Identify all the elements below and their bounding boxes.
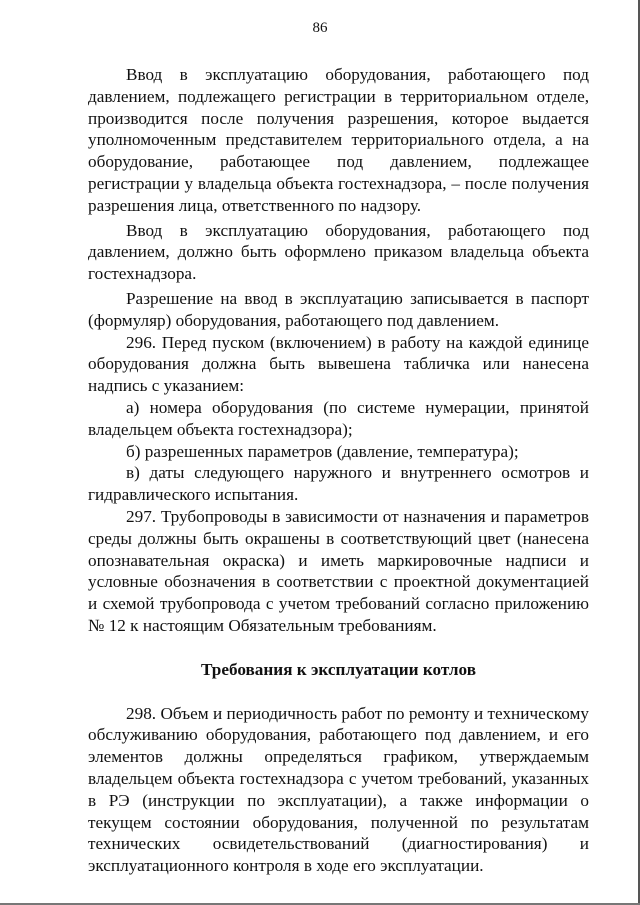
list-item-b: б) разрешенных параметров (давление, температура); xyxy=(126,441,519,461)
list-item-c: в) даты следующего наружного и внутреннего осмотров и гидравлического испытания. xyxy=(88,463,589,505)
page-number: 86 xyxy=(312,20,328,36)
paragraph-commissioning-order: Ввод в эксплуатацию оборудования, работающего под давлением, должно быть оформлено приказом владельца объекта гостехнадзора. xyxy=(88,220,589,284)
paragraph-296: 296. Перед пуском (включением) в работу на каждой единице оборудования должна быть вывешена табличка или нанесена надпись с указанием: xyxy=(88,332,589,396)
document-body xyxy=(88,64,589,877)
paragraph-297: 297. Трубопроводы в зависимости от назначения и параметров среды должны быть окрашены в соответствующий цвет (нанесена опознавательная окраска) и иметь маркировочные надписи и условные обозначения в соответствии с проектной документацией и схемой трубопровода с учетом требований согласно приложению № 12 к настоящим Обязательным требованиям. xyxy=(88,506,589,635)
list-item-a: а) номера оборудования (по системе нумерации, принятой владельцем объекта гостехнадзора); xyxy=(88,397,589,439)
paragraph-passport-record: Разрешение на ввод в эксплуатацию записывается в паспорт (формуляр) оборудования, работающего под давлением. xyxy=(88,288,589,330)
section-heading: Требования к эксплуатации котлов xyxy=(201,659,476,679)
paragraph-298: 298. Объем и периодичность работ по ремонту и техническому обслуживанию оборудования, работающего под давлением, и его элементов должны определяться графиком, утверждаемым владельцем объекта гостехнадзора с учетом требований, указанных в РЭ (инструкции по эксплуатации), а также информации о текущем состоянии оборудования, полученной по результатам технических освидетельствований (диагностирования) и эксплуатационного контроля в ходе его эксплуатации. xyxy=(88,703,589,876)
paragraph-commissioning-permit: Ввод в эксплуатацию оборудования, работающего под давлением, подлежащего регистрации в территориальном отделе, производится после получения разрешения, которое выдается уполномоченным представителем территориального отдела, а на оборудование, работающее под давлением, подлежащее регистрации у владельца объекта гостехнадзора, – после получения разрешения лица, ответственного по надзору. xyxy=(88,65,589,215)
